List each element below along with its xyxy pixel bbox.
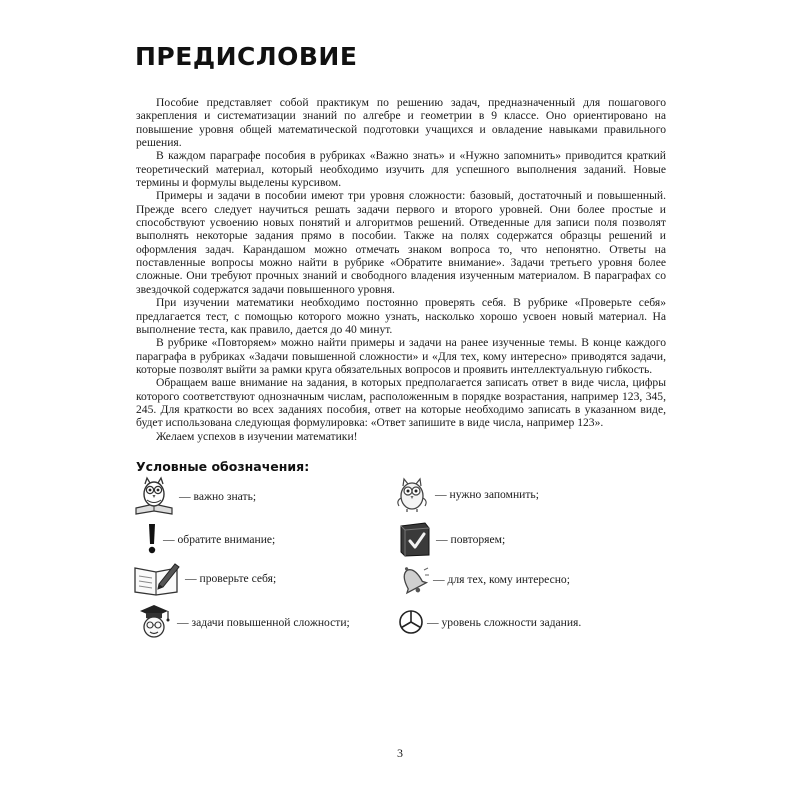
notebook-pencil-icon — [132, 560, 182, 596]
owl-icon — [392, 474, 432, 514]
preface-body — [136, 96, 666, 443]
legend-item-remember — [392, 474, 539, 514]
exclamation-icon — [144, 522, 160, 556]
legend-heading: Условные обозначения: — [136, 459, 310, 474]
legend-label: — задачи повышенной сложности; — [177, 615, 350, 629]
owl-book-icon — [132, 474, 176, 518]
legend-label: — важно знать; — [179, 489, 257, 503]
paragraph: Желаем успехов в изучении математики! — [156, 429, 358, 443]
paragraph: В каждом параграфе пособия в рубриках «Важно знать» и «Нужно запомнить» приводится краткий теоретический материал, который необходимо изучить для успешного выполнения заданий. Новые термины и формулы выделены курсивом. — [136, 149, 666, 190]
legend-item-repeat — [397, 520, 505, 558]
paragraph: При изучении математики необходимо постоянно проверять себя. В рубрике «Проверьте себя» предлагается тест, с помощью которого можно узнать, насколько хорошо усвоен новый материал. На выполнение теста, как правило, дается до 40 минут. — [136, 296, 666, 336]
legend-item-self-check — [132, 560, 276, 596]
legend-label: — для тех, кому интересно; — [433, 572, 570, 586]
difficulty-circle-icon — [398, 609, 424, 635]
legend-label: — обратите внимание; — [163, 532, 276, 546]
legend-label: — уровень сложности задания. — [427, 615, 582, 629]
paragraph: Пособие представляет собой практикум по решению задач, предназначенный для пошагового закрепления и систематизации знаний по алгебре и геометрии в 9 классе. Оно ориентировано на повышение уровня общей математической подготовки учащихся и овладение навыками правильного решения. — [136, 96, 666, 150]
paragraph: Обращаем ваше внимание на задания, в которых предполагается записать ответ в виде числа, цифры которого соответствуют однозначным числам, расположенным в порядке возрастания, например 123, 345, 245. Для краткости во всех заданиях пособия, ответ на которые необходимо записать в указанном виде, будет использована следующая формулировка: «Ответ запишите в виде числа, например 123». — [136, 376, 666, 430]
legend-label: — повторяем; — [436, 532, 506, 546]
page-number: 3 — [397, 746, 403, 760]
paragraph: В рубрике «Повторяем» можно найти примеры и задачи на ранее изученные темы. В конце каждого параграфа в рубриках «Задачи повышенной сложности» и «Для тех, кому интересно» приводятся задачи, которые позволят выйти за рамки круга обязательных вопросов и проявить интеллектуальную гибкость. — [136, 336, 666, 376]
legend-label: — нужно запомнить; — [435, 487, 539, 501]
legend-item-attention — [144, 522, 275, 556]
graduate-icon — [134, 602, 174, 642]
legend-item-difficulty — [398, 609, 581, 635]
legend-item-interesting — [394, 562, 570, 596]
bell-icon — [394, 562, 430, 596]
legend-item-advanced — [134, 602, 350, 642]
paragraph: Примеры и задачи в пособии имеют три уровня сложности: базовый, достаточный и повышенный. Прежде всего следует научиться решать задачи первого и второго уровней. Они более простые и способствуют усвоению новых понятий и алгоритмов решений. Отведенные для записи поля позволят выполнять некоторые задания прямо в пособии. Также на полях содержатся образцы решений и оформления задач. Карандашом можно отмечать знаком вопроса то, что непонятно. Ответы на поставленные вопросы можно найти в рубрике «Обратите внимание». Задачи третьего уровня более сложные. Они требуют прочных знаний и свободного владения изученным материалом. В параграфах со звездочкой содержатся задачи повышенного уровня. — [136, 189, 666, 296]
legend-label: — проверьте себя; — [185, 571, 277, 585]
legend-item-important — [132, 474, 256, 518]
book-check-icon — [397, 520, 433, 558]
page-title: ПРЕДИСЛОВИЕ — [135, 42, 358, 71]
